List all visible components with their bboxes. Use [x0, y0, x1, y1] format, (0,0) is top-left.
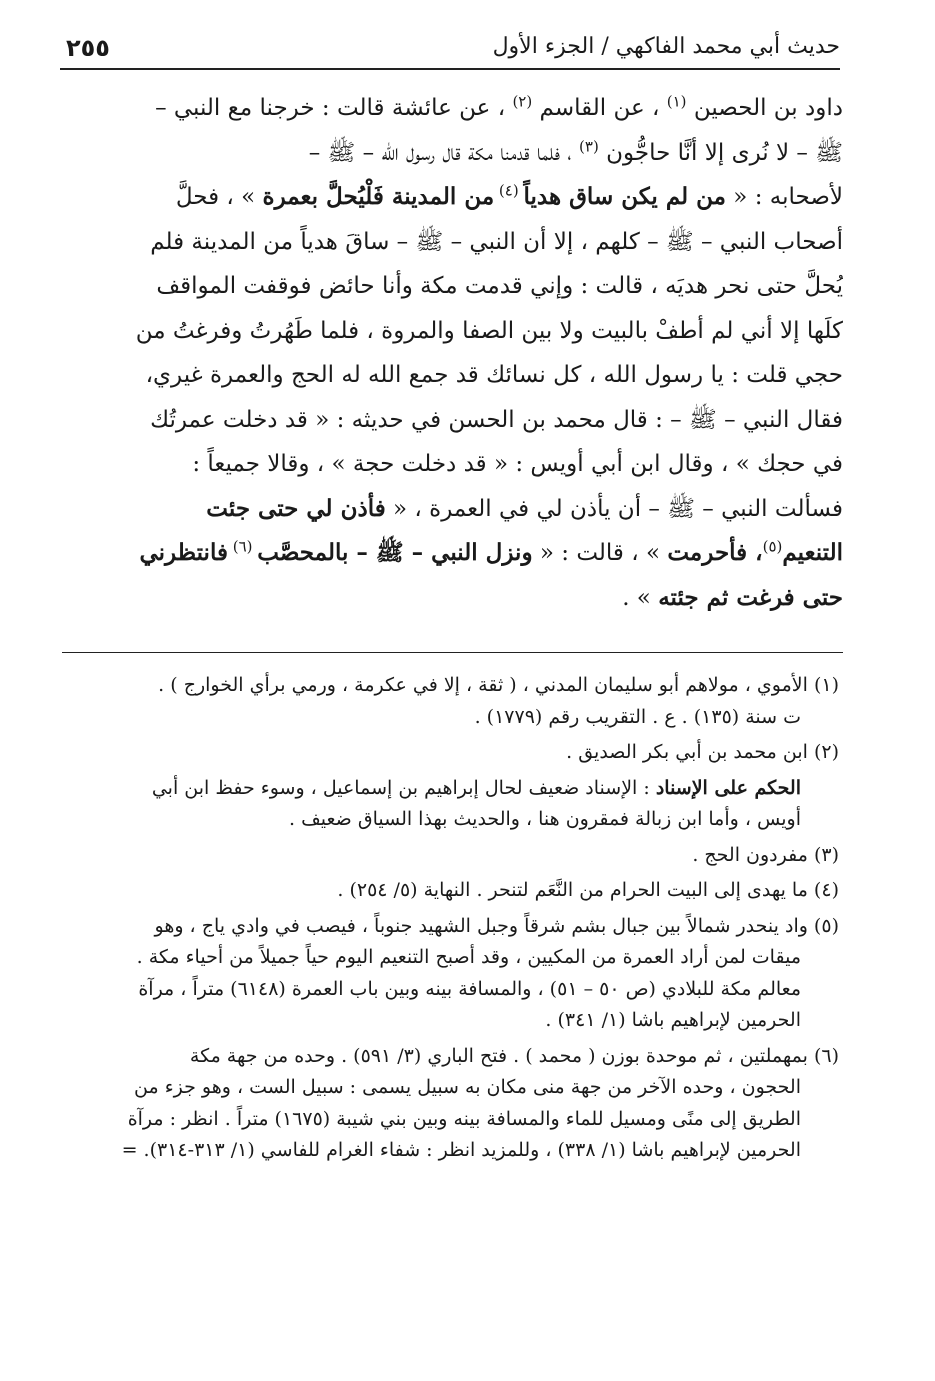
footnote-line: (٢) ابن محمد بن أبي بكر الصديق .: [566, 741, 839, 763]
prophetic-speech: التنعيم: [782, 539, 843, 566]
footnote-line: [62, 773, 839, 805]
text-run: » ، فحلَّ: [175, 184, 263, 210]
text-run: أصحاب النبي – ﷺ – كلهم ، إلا أن النبي – ﷺ – ساقَ هدياً من المدينة فلم: [150, 228, 843, 255]
footnote-4: [62, 875, 839, 907]
footnote-ref[interactable]: (٤): [494, 181, 524, 200]
text-run: ﷺ – لا نُرى إلا أنَّا حاجُّون: [598, 139, 843, 166]
prophetic-speech: من المدينة فَلْيُحلَّ بعمرة: [262, 183, 495, 210]
footnote-line: (٣) مفردون الحج .: [692, 843, 839, 866]
text-run: لأصحابه : «: [726, 184, 843, 210]
text-line: [62, 86, 843, 131]
page-header: [60, 28, 840, 70]
prophetic-speech: ، فأحرمت: [667, 539, 763, 566]
prophetic-speech: من لم يكن ساق هدياً: [523, 183, 726, 210]
footnotes: [62, 670, 839, 1171]
isnad-ruling: [62, 773, 839, 836]
footnote-line: الطريق إلى منًى ومسيل للماء والمسافة بينه وبين بني شيبة (١٦٧٥) متراً . انظر : مرآة: [127, 1107, 801, 1130]
text-line: [62, 353, 843, 398]
text-run: كلَها إلا أني لم أطفْ بالبيت ولا بين الصفا والمروة ، فلما طَهُرتُ وفرغتُ من: [135, 317, 843, 344]
footnote-6: [62, 1041, 839, 1167]
text-run: » .: [622, 584, 659, 611]
text-line: [62, 398, 843, 443]
text-line: [62, 131, 843, 176]
footnote-line: الحرمين لإبراهيم باشا (١/ ٣٤١) .: [545, 1009, 801, 1031]
text-run: ، عن عائشة قالت : خرجنا مع النبي –: [155, 95, 513, 121]
text-run: فقال النبي – ﷺ – : قال محمد بن الحسن في حديثه : « قد دخلت عمرتُك: [150, 406, 843, 433]
prophetic-speech: حتى فرغت ثم جئته: [658, 583, 843, 611]
isnad-ruling-label: الحكم على الإسناد: [655, 776, 801, 799]
prophetic-speech: ونزل النبي – ﷺ – بالمحصَّب: [257, 539, 533, 566]
footnote-line: (٥) واد ينحدر شمالاً بين جبال بشم شرقاً وجبل الشهيد جنوباً ، فيصب في وادي ياج ، وهو: [154, 914, 839, 937]
text-run: حجي قلت : يا رسول الله ، كل نسائك قد جمع الله له الحج والعمرة غيري،: [145, 362, 843, 388]
hadith-text: [62, 86, 843, 620]
footnote-line: (٤) ما يهدى إلى البيت الحرام من النَّعَم لتنحر . النهاية (٥/ ٢٥٤) .: [337, 879, 839, 901]
prophetic-speech: فانتظرني: [139, 539, 228, 566]
running-title: حديث أبي محمد الفاكهي / الجزء الأول: [492, 34, 840, 59]
footnote-line: الحجون ، وحده الآخر من جهة منى مكان به سبيل يسمى : سبيل الست ، وهو جزء من: [134, 1076, 801, 1098]
footnote-3: [62, 840, 839, 872]
text-run: » ، قالت : «: [532, 540, 668, 566]
footnote-ref[interactable]: (٥): [762, 537, 783, 556]
text-run: فسألت النبي – ﷺ – أن يأذن لي في العمرة ، «: [385, 495, 843, 522]
footnote-line: أويس ، وأما ابن زبالة فمقرون هنا ، والحديث بهذا السياق ضعيف .: [289, 808, 801, 830]
text-line: [62, 442, 843, 487]
footnote-5: [62, 911, 839, 1037]
header-rule: [60, 68, 840, 70]
footnote-line: ت سنة (١٣٥) . ع . التقريب رقم (١٧٧٩) .: [474, 705, 801, 728]
text-line: [62, 220, 843, 265]
text-run: يُحلَّ حتى نحر هديَه ، قالت : وإني قدمت مكة وأنا حائض فوقفت المواقف: [156, 273, 843, 299]
footnote-line: الحرمين لإبراهيم باشا (١/ ٣٣٨) ، وللمزيد انظر : شفاء الغرام للفاسي (١/ ٣١٣-٣١٤). =: [121, 1139, 801, 1161]
text-line: [62, 175, 843, 220]
text-run: في حجك » ، وقال ابن أبي أويس : « قد دخلت حجة » ، وقالا جميعاً :: [192, 451, 843, 477]
footnote-text: : الإسناد ضعيف لحال إبراهيم بن إسماعيل ، وسوء حفظ ابن أبي: [151, 776, 656, 799]
footnote-ref[interactable]: (٣): [579, 136, 599, 155]
footnote-line: معالم مكة للبلادي (ص ٥٠ – ٥١) ، والمسافة بينه وبين باب العمرة (٦١٤٨) متراً ، مرآة: [138, 977, 801, 1000]
text-line: [62, 487, 843, 532]
text-run: داود بن الحصين: [686, 95, 843, 121]
text-line: [62, 264, 843, 309]
footnote-ref[interactable]: (٦): [227, 537, 258, 556]
footnote-2: [62, 737, 839, 769]
footnote-line: (٦) بمهملتين ، ثم موحدة بوزن ( محمد ) . فتح الباري (٣/ ٥٩١) . وحده من جهة مكة: [189, 1044, 839, 1067]
footnote-separator: [62, 652, 843, 653]
text-run: ، عن القاسم: [532, 95, 667, 121]
footnote-ref[interactable]: (١): [666, 92, 687, 111]
prophetic-speech: فأذن لي حتى جئت: [206, 494, 386, 522]
text-line: [62, 309, 843, 354]
footnote-line: (١) الأموي ، مولاهم أبو سليمان المدني ، ( ثقة ، إلا في عكرمة ، ورمي برأي الخوارج ) .: [158, 674, 839, 696]
footnote-ref[interactable]: (٢): [512, 92, 533, 111]
footnote-line: ميقات لمن أراد العمرة من المكيين ، وقد أصبح التنعيم اليوم حياً جميلاً من أحياء مكة .: [136, 946, 801, 968]
page-number: ٢٥٥: [66, 34, 110, 62]
text-line: [62, 531, 843, 576]
text-line: [62, 576, 843, 621]
footnote-1: [62, 670, 839, 733]
text-run: ، فلما قدمنا مكة قال رسول الله – ﷺ –: [308, 139, 580, 166]
